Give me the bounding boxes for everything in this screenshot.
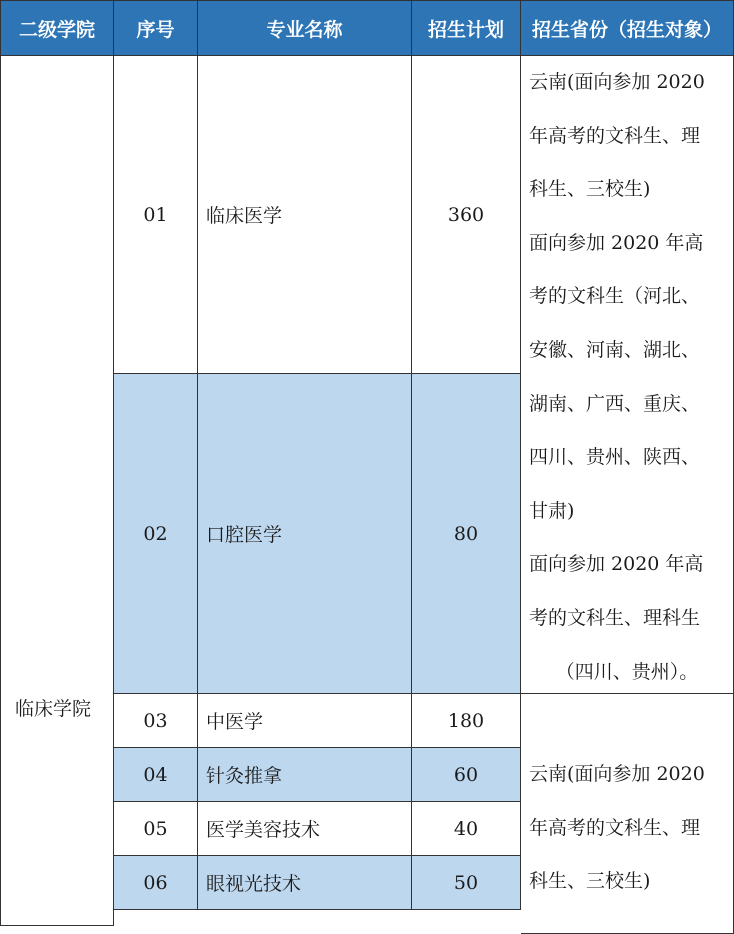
province-line: 安徽、河南、湖北、 [529,338,701,361]
province-line: 考的文科生（河北、 [529,285,701,308]
row-06-major: 眼视光技术 [198,856,412,910]
province-line: 年高考的文科生、理 [529,816,701,839]
header-college: 二级学院 [0,0,114,56]
row-01-number: 01 [114,56,198,374]
row-03-major: 中医学 [198,694,412,748]
province-line: 云南(面向参加 2020 [529,763,705,785]
province-line: 考的文科生、理科生 [529,606,701,629]
row-02-major: 口腔医学 [198,374,412,694]
row-01-major: 临床医学 [198,56,412,374]
header-major: 专业名称 [198,0,412,56]
row-05-major: 医学美容技术 [198,802,412,856]
header-plan: 招生计划 [412,0,521,56]
row-04-number: 04 [114,748,198,802]
province-cell-1 [521,56,734,694]
province-line: 湖南、广西、重庆、 [529,392,701,415]
province-line: 面向参加 2020 年高 [529,231,704,254]
province-line: 四川、贵州、陕西、 [529,446,701,469]
row-04-major: 针灸推拿 [198,748,412,802]
row-03-number: 03 [114,694,198,748]
province-cell-2 [521,694,734,934]
header-number: 序号 [114,0,198,56]
province-line: 云南(面向参加 2020 [529,71,705,93]
college-cell [0,56,114,926]
row-01-plan: 360 [412,56,521,374]
row-05-number: 05 [114,802,198,856]
province-line: 科生、三校生) [529,178,651,201]
row-05-plan: 40 [412,802,521,856]
province-line: 科生、三校生) [529,870,651,893]
row-02-number: 02 [114,374,198,694]
header-province: 招生省份（招生对象） [521,0,734,56]
row-03-plan: 180 [412,694,521,748]
province-line: （四川、贵州）。 [555,660,699,683]
province-line: 甘肃) [529,499,575,522]
row-06-number: 06 [114,856,198,910]
row-02-plan: 80 [412,374,521,694]
row-04-plan: 60 [412,748,521,802]
province-line: 年高考的文科生、理 [529,124,701,147]
row-06-plan: 50 [412,856,521,910]
province-line: 面向参加 2020 年高 [529,553,704,576]
college-name: 临床学院 [15,698,92,720]
